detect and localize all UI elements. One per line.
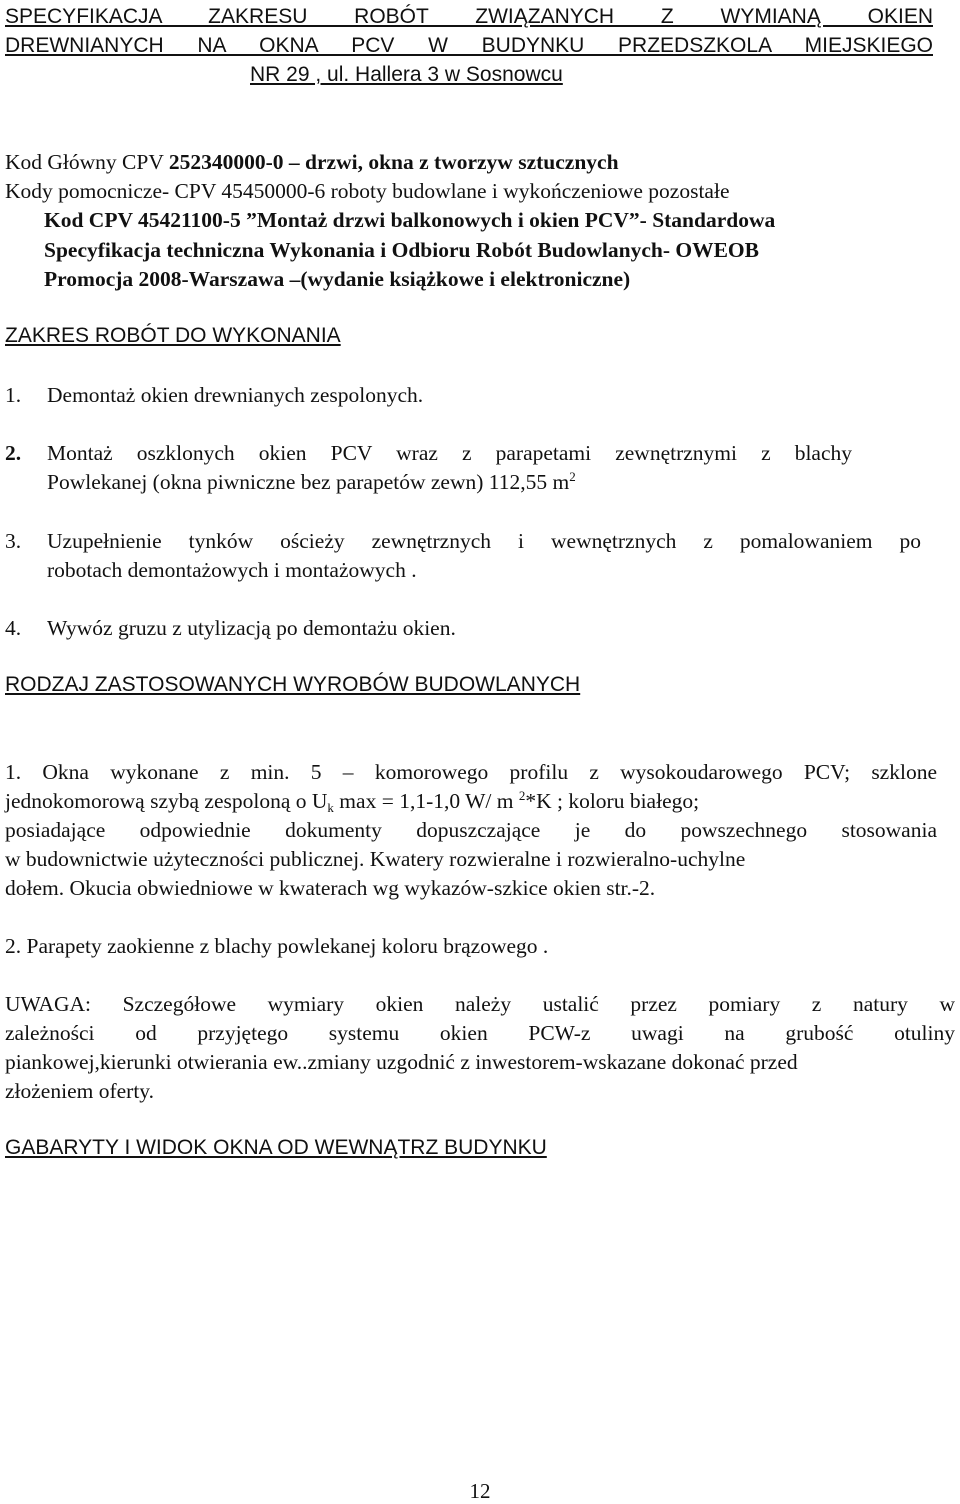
dimensions-heading: GABARYTY I WIDOK OKNA OD WEWNĄTRZ BUDYNKU: [5, 1136, 547, 1159]
title-line-2: DREWNIANYCH NA OKNA PCV W BUDYNKU PRZEDSZKOLA MIEJSKIEGO: [5, 34, 933, 57]
scope-item-1-text: Demontaż okien drewnianych zespolonych.: [47, 383, 424, 407]
scope-item-2-text-1: Montaż oszklonych okien PCV wraz z parapetami zewnętrznymi z blachy: [47, 441, 852, 465]
scope-item-4: [5, 615, 456, 641]
cpv-code-line-3: Kod CPV 45421100-5 ”Montaż drzwi balkonowych i okien PCV”- Standardowa: [44, 208, 776, 232]
scope-item-2-number: 2.: [5, 441, 22, 465]
scope-item-1-number: 1.: [5, 383, 22, 407]
scope-item-3-line-1: [5, 528, 921, 554]
materials-heading: RODZAJ ZASTOSOWANYCH WYROBÓW BUDOWLANYCH: [5, 673, 581, 696]
materials-p1-line-5: dołem. Okucia obwiedniowe w kwaterach wg wykazów-szkice okien str.-2.: [5, 876, 656, 900]
scope-item-2-line-1: [5, 440, 852, 466]
m2-superscript: 2: [518, 788, 526, 803]
scope-item-2-text-2: Powlekanej (okna piwniczne bez parapetów zewn) 112,55 m: [47, 470, 570, 494]
cpv-main-value: 252340000-0 – drzwi, okna z tworzyw sztucznych: [168, 150, 619, 174]
materials-p1-line-1: 1. Okna wykonane z min. 5 – komorowego profilu z wysokoudarowego PCV; szklone: [5, 760, 937, 784]
cpv-main-code: [5, 149, 619, 175]
scope-item-1: [5, 382, 423, 408]
cpv-main-prefix: Kod Główny CPV: [5, 150, 169, 174]
scope-item-3-line-2: robotach demontażowych i montażowych .: [47, 558, 417, 582]
note-line-2: zależności od przyjętego systemu okien PCW-z uwagi na grubość otuliny: [5, 1021, 955, 1045]
square-meter-superscript: 2: [569, 469, 576, 484]
materials-p1-text-c: *K ; koloru białego;: [525, 789, 700, 813]
note-line-4: złożeniem oferty.: [5, 1079, 155, 1103]
scope-item-3-number: 3.: [5, 529, 22, 553]
materials-p2: 2. Parapety zaokienne z blachy powlekanej koloru brązowego .: [5, 934, 549, 958]
scope-item-4-text: Wywóz gruzu z utylizacją po demontażu okien.: [47, 616, 456, 640]
note-line-1: UWAGA: Szczegółowe wymiary okien należy ustalić przez pomiary z natury w: [5, 992, 955, 1016]
cpv-aux-codes: Kody pomocnicze- CPV 45450000-6 roboty budowlane i wykończeniowe pozostałe: [5, 179, 730, 203]
page-number: 12: [469, 1479, 491, 1503]
scope-heading: ZAKRES ROBÓT DO WYKONANIA: [5, 324, 341, 347]
materials-p1-line-2: [5, 788, 699, 814]
scope-item-2-line-2: [47, 469, 576, 495]
materials-p1-line-3: posiadające odpowiednie dokumenty dopuszczające je do powszechnego stosowania: [5, 818, 937, 842]
note-line-3: piankowej,kierunki otwierania ew..zmiany uzgodnić z inwestorem-wskazane dokonać przed: [5, 1050, 798, 1074]
u-subscript: k: [327, 800, 334, 815]
title-line-1: SPECYFIKACJA ZAKRESU ROBÓT ZWIĄZANYCH Z WYMIANĄ OKIEN: [5, 5, 933, 28]
cpv-code-line-4: Specyfikacja techniczna Wykonania i Odbioru Robót Budowlanych- OWEOB: [44, 238, 759, 262]
materials-p1-text-b: max = 1,1-1,0 W/ m: [333, 789, 519, 813]
materials-p1-line-4: w budownictwie użyteczności publicznej. Kwatery rozwieralne i rozwieralno-uchylne: [5, 847, 746, 871]
scope-item-3-text-1: Uzupełnienie tynków ościeży zewnętrznych i wewnętrznych z pomalowaniem po: [47, 529, 921, 553]
materials-p1-text-a: jednokomorową szybą zespoloną o U: [5, 789, 328, 813]
title-line-3: NR 29 , ul. Hallera 3 w Sosnowcu: [250, 63, 563, 86]
cpv-code-line-5: Promocja 2008-Warszawa –(wydanie książkowe i elektroniczne): [44, 267, 631, 291]
scope-item-4-number: 4.: [5, 616, 22, 640]
